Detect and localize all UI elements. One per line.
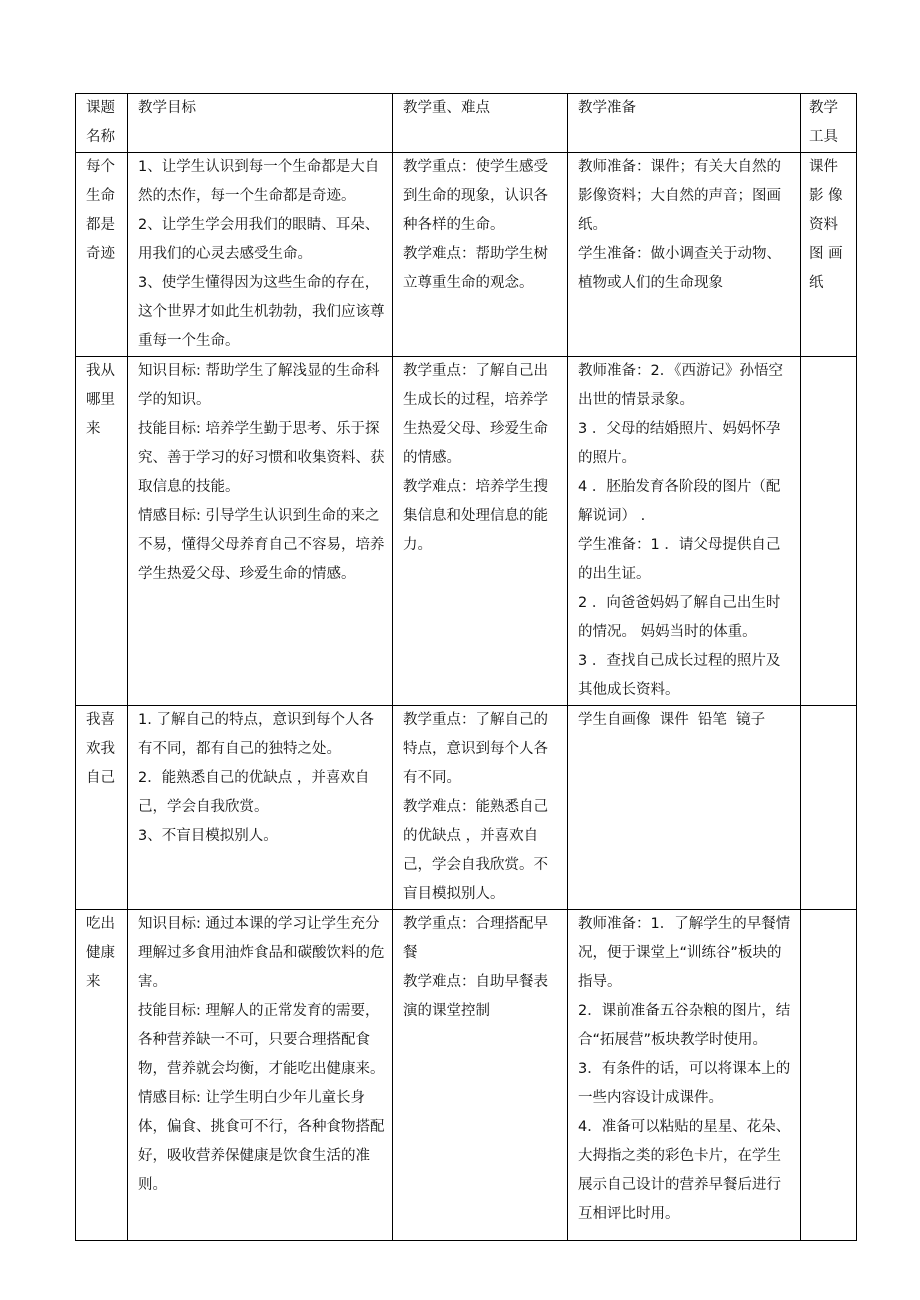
preparation-cell: 学生自画像 课件 铅笔 镜子 — [568, 706, 801, 910]
table-row — [76, 357, 857, 706]
goals-cell: 知识目标: 通过本课的学习让学生充分理解过多食用油炸食品和碳酸饮料的危害。 技能目标: 理解人的正常发育的需要，各种营养缺一不可，只要合理搭配食物，营养就会均衡，才能吃出健康来。 情感目标: 让学生明白少年儿童长身体，偏食、挑食可不行，各种食物搭配好，吸收营养保健康是饮食生活的准则。 — [128, 910, 393, 1241]
key-points-cell: 教学重点：了解自己的特点，意识到每个人各有不同。 教学难点：能熟悉自己的优缺点 ，并喜欢自己，学会自我欣赏。不盲目模拟别人。 — [393, 706, 568, 910]
topic-cell: 我从 哪里 来 — [76, 357, 128, 706]
tools-cell: 课件 影 像 资料 图 画 纸 — [801, 153, 857, 357]
key-points-cell: 教学重点：了解自己出生成长的过程，培养学生热爱父母、珍爱生命的情感。 教学难点：培养学生搜集信息和处理信息的能力。 — [393, 357, 568, 706]
topic-cell: 吃出 健康 来 — [76, 910, 128, 1241]
goals-cell: 1. 了解自己的特点，意识到每个人各有不同，都有自己的独特之处。 2．能熟悉自己的优缺点 ，并喜欢自己，学会自我欣赏。 3、不盲目模拟别人。 — [128, 706, 393, 910]
table-row — [76, 910, 857, 1241]
preparation-cell: 教师准备：1．了解学生的早餐情况，便于课堂上“训练谷”板块的指导。 2．课前准备五谷杂粮的图片，结合“拓展营”板块教学时使用。 3．有条件的话，可以将课本上的一些内容设计成课件。 4．准备可以粘贴的星星、花朵、大拇指之类的彩色卡片，在学生展示自己设计的营养早餐后进行互相评比时用。 — [568, 910, 801, 1241]
table-row — [76, 706, 857, 910]
header-goals: 教学目标 — [128, 94, 393, 153]
header-preparation: 教学准备 — [568, 94, 801, 153]
key-points-cell: 教学重点：合理搭配早餐 教学难点：自助早餐表演的课堂控制 — [393, 910, 568, 1241]
lesson-plan-table — [75, 93, 857, 1241]
tools-cell — [801, 706, 857, 910]
table-row — [76, 153, 857, 357]
header-row — [76, 94, 857, 153]
tools-cell — [801, 357, 857, 706]
header-topic: 课题 名称 — [76, 94, 128, 153]
key-points-cell: 教学重点：使学生感受到生命的现象，认识各种各样的生命。 教学难点：帮助学生树立尊重生命的观念。 — [393, 153, 568, 357]
header-tools: 教学 工具 — [801, 94, 857, 153]
preparation-cell: 教师准备：课件；有关大自然的影像资料；大自然的声音；图画纸。 学生准备：做小调查关于动物、植物或人们的生命现象 — [568, 153, 801, 357]
goals-cell: 知识目标: 帮助学生了解浅显的生命科学的知识。 技能目标: 培养学生勤于思考、乐于探究、善于学习的好习惯和收集资料、获取信息的技能。 情感目标: 引导学生认识到生命的来之不易，懂得父母养育自己不容易，培养学生热爱父母、珍爱生命的情感。 — [128, 357, 393, 706]
tools-cell — [801, 910, 857, 1241]
topic-cell: 每个 生命 都是 奇迹 — [76, 153, 128, 357]
topic-cell: 我喜 欢我 自己 — [76, 706, 128, 910]
goals-cell: 1、让学生认识到每一个生命都是大自然的杰作，每一个生命都是奇迹。 2、让学生学会用我们的眼睛、耳朵、用我们的心灵去感受生命。 3、使学生懂得因为这些生命的存在，这个世界才如此生机勃勃，我们应该尊重每一个生命。 — [128, 153, 393, 357]
preparation-cell: 教师准备：2．《西游记》孙悟空出世的情景录象。 3 ．父母的结婚照片、妈妈怀孕的照片。 4 ．胚胎发育各阶段的图片（配解说词） . 学生准备：1 ．请父母提供自己的出生证。 2 ．向爸爸妈妈了解自己出生时的情况。 妈妈当时的体重。 3 ．查找自己成长过程的照片及其他成长资料。 — [568, 357, 801, 706]
header-key-points: 教学重、难点 — [393, 94, 568, 153]
